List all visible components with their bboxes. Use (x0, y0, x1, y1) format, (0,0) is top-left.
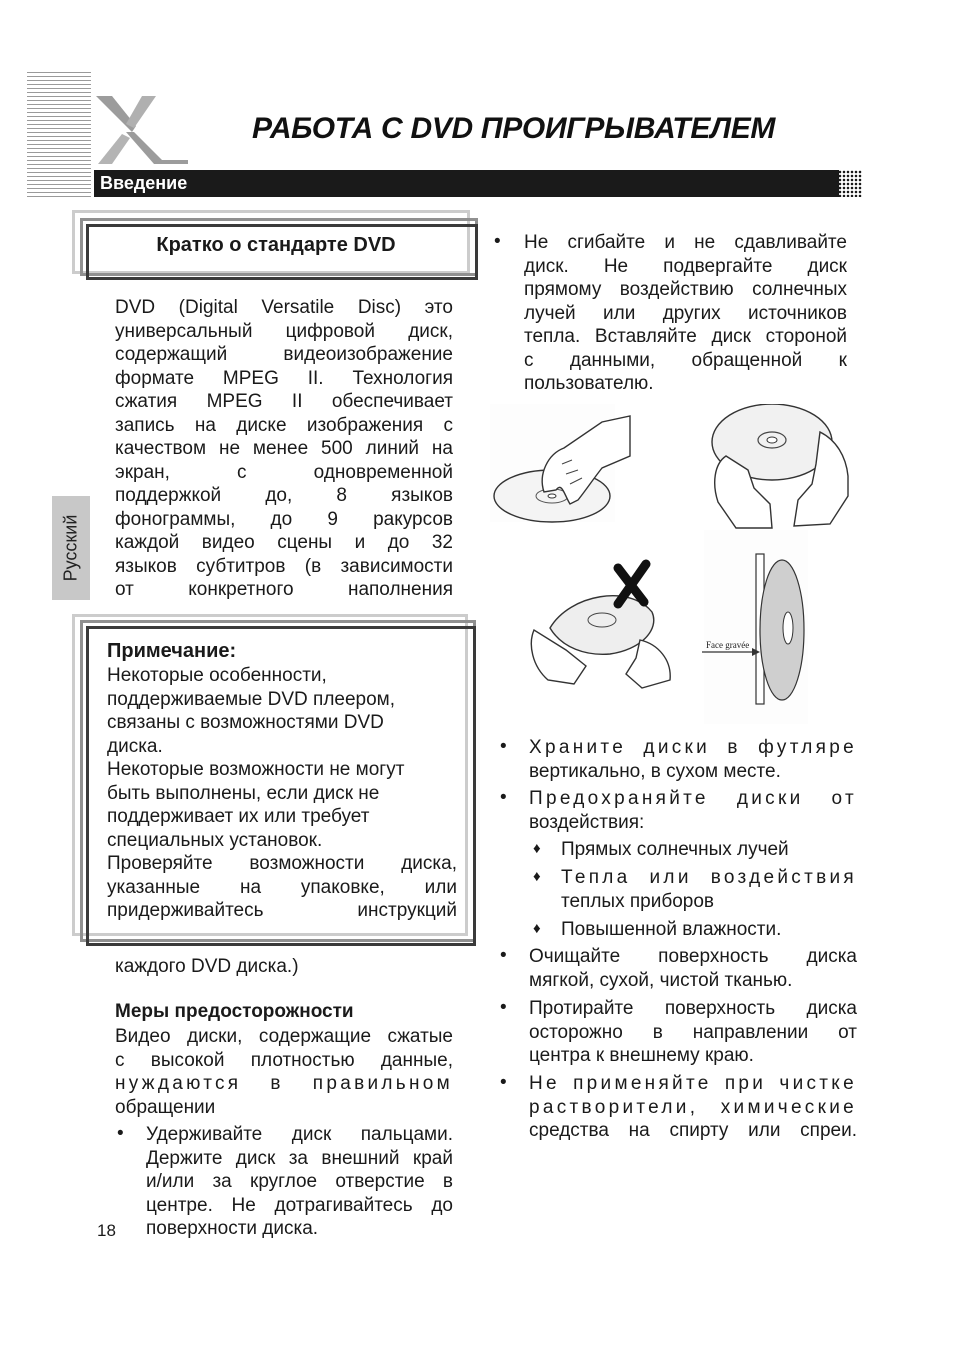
intro-line: качеством не менее 500 линий на (115, 438, 453, 459)
intro-line: от конкретного наполнения (115, 579, 453, 600)
bending-disc-forbidden-illustration (531, 564, 670, 688)
language-tab (52, 496, 90, 600)
note-line: специальных установок. (107, 829, 323, 851)
diamond-bullet: ♦ (533, 868, 541, 885)
bullet-protect (529, 787, 857, 834)
disc-side-view-illustration (702, 530, 808, 724)
note-line: Некоторые особенности, (107, 665, 327, 686)
bullet-no-solvents (529, 1072, 857, 1143)
precautions-text (115, 1025, 453, 1119)
precautions-heading: Меры предосторожности (115, 1001, 354, 1022)
note-line: быть выполнены, если диск не (107, 782, 380, 804)
bullet-clean (529, 945, 857, 992)
header-stripes (27, 72, 91, 198)
bullet-line: лучей или других источников (524, 302, 847, 324)
figure-label: Face gravée (706, 640, 750, 650)
sub-item-humidity: Повышенной влажности. (561, 919, 782, 940)
hands-holding-disc-edge-illustration (712, 404, 848, 528)
precautions-line: с высокой плотностью данные, (115, 1049, 453, 1071)
bullet-dot: • (500, 736, 507, 757)
bullet-hold-disc (146, 1123, 453, 1241)
sub-item-sunlight: Прямых солнечных лучей (561, 839, 789, 860)
intro-line: DVD (Digital Versatile Disc) это (115, 297, 453, 318)
bullet-line: и/или за круглое отверстие в (146, 1171, 453, 1192)
section-bar (94, 170, 839, 197)
bullet-dot: • (117, 1123, 124, 1144)
note-line: диска. (107, 735, 163, 757)
bullet-line: Очищайте поверхность диска (529, 946, 857, 967)
diamond-bullet: ♦ (533, 920, 541, 937)
diamond-bullet: ♦ (533, 840, 541, 857)
bullet-line: осторожно в направлении от (529, 1021, 857, 1043)
sub-item-heat (561, 866, 857, 913)
note-line: связаны с возможностями DVD (107, 712, 384, 733)
intro-line: универсальный цифровой диск, (115, 320, 453, 342)
sub-item-line: теплых приборов (561, 890, 715, 912)
bullet-line: поверхности диска. (146, 1218, 319, 1239)
bullet-line: центре. Не дотрагивайтесь до (146, 1194, 453, 1216)
bullet-no-bend (524, 231, 847, 396)
bullet-line: Протирайте поверхность диска (529, 998, 857, 1019)
brand-x-logo (92, 92, 192, 164)
intro-line: запись на диске изображения с (115, 414, 453, 436)
bullet-dot: • (494, 231, 501, 252)
bullet-line: вертикально, в сухом месте. (529, 760, 781, 782)
bullet-line: тепла. Вставляйте диск стороной (524, 326, 847, 347)
bullet-line: Предохраняйте диски от (529, 788, 857, 809)
section-bar-pattern (830, 170, 862, 197)
note-body (107, 664, 457, 923)
intro-line: поддержкой до, 8 языков (115, 485, 453, 506)
bullet-line: прямому воздействию солнечных (524, 279, 847, 300)
bullet-dot: • (500, 997, 507, 1018)
intro-continuation: каждого DVD диска.) (115, 956, 299, 977)
intro-line: содержащий видеоизображение (115, 344, 453, 365)
bullet-dot: • (500, 1072, 507, 1093)
note-line: придерживайтесь инструкций (107, 900, 457, 921)
bullet-line: средства на спирту или спреи. (529, 1120, 857, 1141)
bullet-line: Удерживайте диск пальцами. (146, 1124, 453, 1145)
bullet-line: Держите диск за внешний край (146, 1147, 453, 1169)
bullet-line: мягкой, сухой, чистой тканью. (529, 969, 793, 991)
intro-line: каждой видео сцены и до 32 (115, 532, 453, 553)
intro-line: фонограммы, до 9 ракурсов (115, 508, 453, 530)
box-title: Кратко о стандарте DVD (156, 234, 396, 256)
page-title: РАБОТА С DVD ПРОИГРЫВАТЕЛЕМ (252, 112, 776, 145)
page-number: 18 (97, 1221, 116, 1240)
note-line: поддерживает их или требует (107, 806, 370, 827)
intro-line: экран, с одновременной (115, 461, 453, 483)
precautions-line: обращении (115, 1096, 216, 1118)
section-label: Введение (100, 173, 188, 193)
bullet-line: центра к внешнему краю. (529, 1045, 754, 1066)
bullet-line: Не применяйте при чистке (529, 1073, 857, 1094)
sub-item-line: Тепла или воздействия (561, 867, 857, 888)
intro-line: сжатия MPEG II обеспечивает (115, 391, 453, 412)
note-title: Примечание: (107, 640, 237, 662)
bullet-store-vertically (529, 736, 857, 783)
bullet-dot: • (500, 945, 507, 966)
hand-holding-disc-illustration (490, 404, 630, 522)
note-line: поддерживаемые DVD плеером, (107, 688, 396, 710)
note-line: указанные на упаковке, или (107, 876, 457, 898)
bullet-line: диск. Не подвергайте диск (524, 255, 847, 277)
intro-text (115, 296, 453, 602)
bullet-wipe (529, 997, 857, 1068)
bullet-line: воздействия: (529, 811, 645, 833)
bullet-line: с данными, обращенной к (524, 349, 847, 371)
note-line: Некоторые возможности не могут (107, 759, 405, 780)
precautions-line: Видео диски, содержащие сжатые (115, 1026, 453, 1047)
intro-line: языков субтитров (в зависимости (115, 555, 453, 577)
disc-handling-illustrations (490, 404, 868, 726)
bullet-dot: • (500, 787, 507, 808)
bullet-line: растворители, химические (529, 1096, 857, 1118)
bullet-line: пользователю. (524, 373, 654, 394)
bullet-line: Не сгибайте и не сдавливайте (524, 232, 847, 253)
precautions-line: нуждаются в правильном (115, 1073, 453, 1094)
bullet-line: Храните диски в футляре (529, 737, 857, 758)
language-tab-label: Русский (60, 514, 81, 582)
note-line: Проверяйте возможности диска, (107, 853, 457, 874)
intro-line: формате MPEG II. Технология (115, 367, 453, 389)
